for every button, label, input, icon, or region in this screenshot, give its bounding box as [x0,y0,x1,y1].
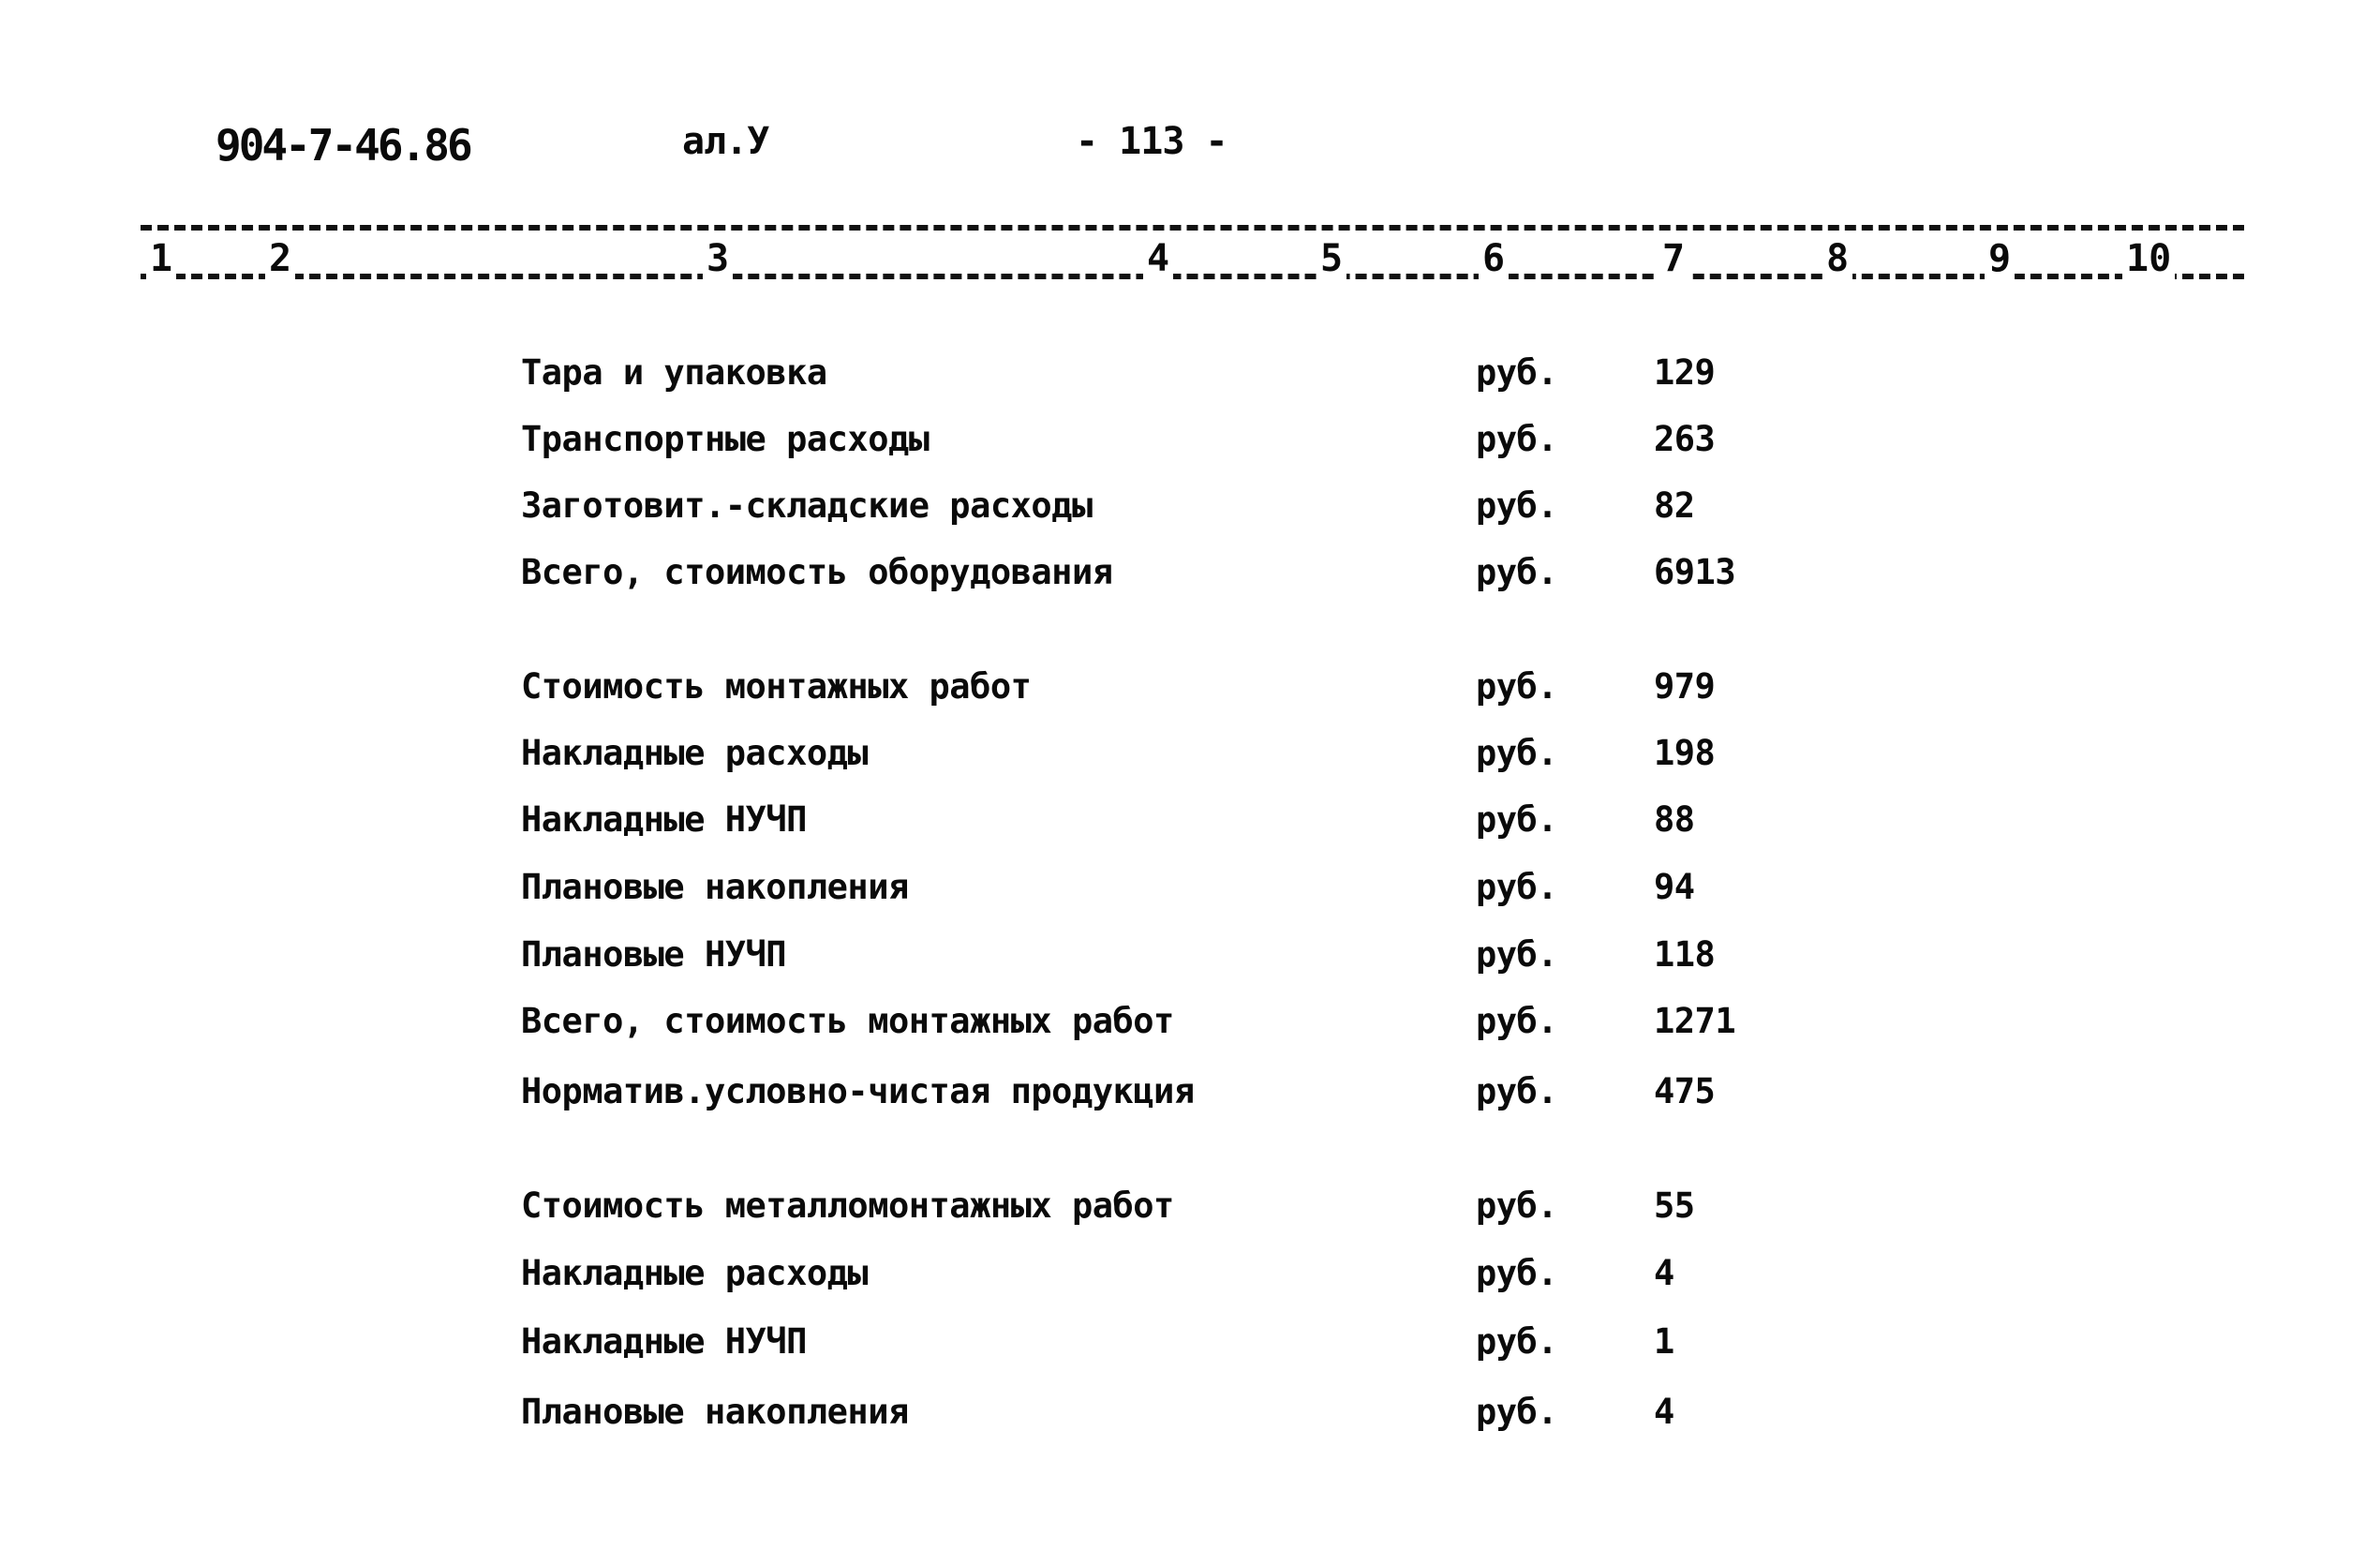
album-number: ал.У [682,120,769,163]
row-unit: руб. [1476,1001,1558,1041]
document-code: 904-7-46.86 [216,120,470,171]
row-unit: руб. [1476,733,1558,773]
column-number-4: 4 [1143,238,1173,279]
table-row [0,867,2380,923]
table-row [0,1321,2380,1378]
table-row [0,799,2380,856]
column-number-9: 9 [1985,238,2015,279]
row-value: 1 [1654,1321,1674,1362]
row-value: 4 [1654,1392,1674,1432]
row-value: 129 [1654,352,1716,393]
row-label: Всего, стоимость монтажных работ [521,1001,1174,1041]
row-label: Накладные НУЧП [521,1321,807,1362]
table-row [0,1071,2380,1127]
table-row [0,1001,2380,1057]
row-value: 263 [1654,419,1716,459]
table-row [0,552,2380,608]
table-row [0,419,2380,475]
row-value: 6913 [1654,552,1736,592]
table-row [0,666,2380,723]
row-unit: руб. [1476,1071,1558,1111]
row-value: 55 [1654,1185,1695,1226]
column-number-5: 5 [1316,238,1346,279]
row-label: Плановые накопления [521,1392,909,1432]
page-number: - 113 - [1076,120,1227,163]
table-row [0,485,2380,542]
column-number-1: 1 [146,238,176,279]
row-value: 979 [1654,666,1716,707]
row-label: Заготовит.-складские расходы [521,485,1093,526]
row-label: Плановые накопления [521,867,909,907]
row-value: 475 [1654,1071,1716,1111]
table-row [0,1253,2380,1309]
column-number-10: 10 [2122,238,2175,279]
row-label: Всего, стоимость оборудования [521,552,1113,592]
row-unit: руб. [1476,934,1558,975]
column-number-3: 3 [703,238,733,279]
table-row [0,1185,2380,1242]
column-number-8: 8 [1822,238,1852,279]
row-unit: руб. [1476,1321,1558,1362]
row-value: 4 [1654,1253,1674,1293]
row-unit: руб. [1476,799,1558,840]
row-unit: руб. [1476,552,1558,592]
row-label: Накладные расходы [521,733,869,773]
row-label: Стоимость металломонтажных работ [521,1185,1174,1226]
row-unit: руб. [1476,485,1558,526]
row-unit: руб. [1476,1392,1558,1432]
column-number-6: 6 [1479,238,1509,279]
row-label: Накладные расходы [521,1253,869,1293]
row-value: 1271 [1654,1001,1736,1041]
table-row [0,352,2380,409]
row-unit: руб. [1476,419,1558,459]
row-label: Тара и упаковка [521,352,827,393]
row-label: Плановые НУЧП [521,934,787,975]
row-unit: руб. [1476,1185,1558,1226]
table-row [0,934,2380,991]
row-unit: руб. [1476,352,1558,393]
row-unit: руб. [1476,867,1558,907]
row-unit: руб. [1476,1253,1558,1293]
column-number-7: 7 [1659,238,1688,279]
table-row [0,733,2380,789]
row-label: Накладные НУЧП [521,799,807,840]
row-value: 82 [1654,485,1695,526]
row-value: 198 [1654,733,1716,773]
table-row [0,1392,2380,1448]
row-label: Стоимость монтажных работ [521,666,1032,707]
row-label: Транспортные расходы [521,419,930,459]
row-unit: руб. [1476,666,1558,707]
row-label: Норматив.условно-чистая продукция [521,1071,1195,1111]
row-value: 118 [1654,934,1716,975]
column-number-2: 2 [265,238,295,279]
row-value: 88 [1654,799,1695,840]
row-value: 94 [1654,867,1695,907]
